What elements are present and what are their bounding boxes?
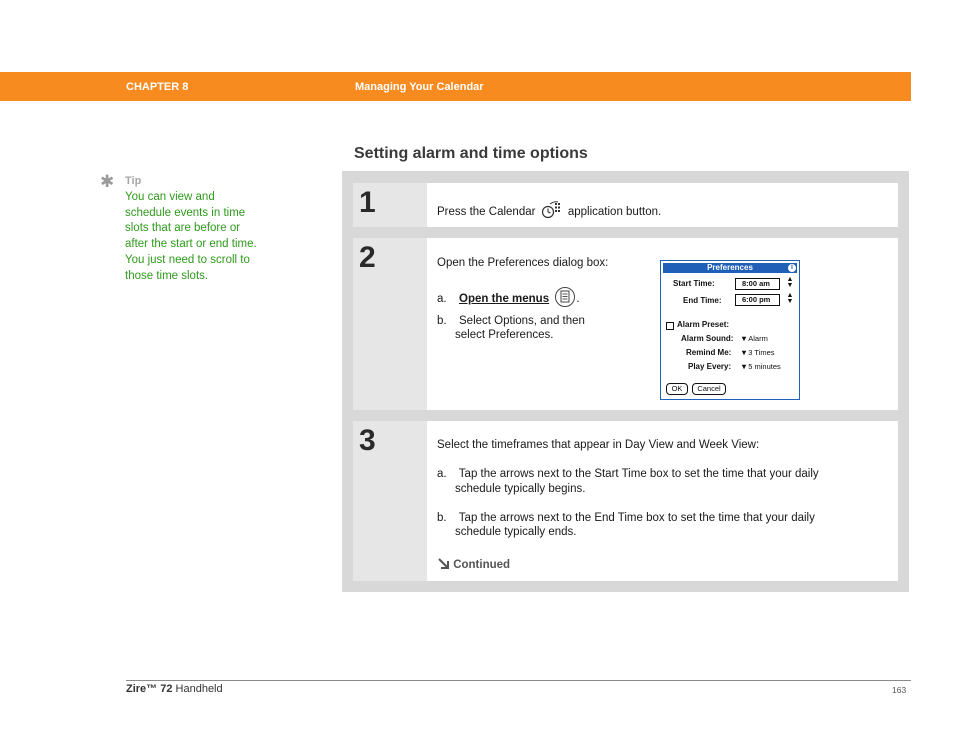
footer-product: [126, 683, 223, 695]
substep-b-line-2: schedule typically ends.: [455, 526, 577, 538]
step-3-substep-a: [437, 468, 819, 480]
step-number: 3: [359, 424, 376, 457]
substep-prefix: b.: [437, 512, 447, 524]
product-name: Zire™ 72: [126, 683, 173, 695]
calendar-app-icon: [541, 201, 563, 219]
chapter-header-bar: [0, 72, 911, 101]
substep-a-line-1: Tap the arrows next to the Start Time box to set the time that your daily: [458, 468, 819, 480]
ok-button[interactable]: OK: [666, 383, 688, 395]
tip-line: slots that are before or: [125, 222, 241, 235]
step-3: [353, 421, 898, 581]
substep-prefix: a.: [437, 293, 447, 305]
step-body: [427, 421, 898, 581]
alarm-preset-label: Alarm Preset:: [677, 320, 730, 329]
substep-prefix: b.: [437, 315, 447, 327]
arrow-down-right-icon: [437, 557, 450, 570]
dialog-title-bar: [663, 263, 797, 273]
step-3-intro: Select the timeframes that appear in Day View and Week View:: [437, 439, 760, 451]
end-time-arrows-icon[interactable]: ▲ ▼: [786, 292, 794, 305]
substep-b-line-2: select Preferences.: [455, 329, 554, 341]
remind-me-label: Remind Me:: [686, 348, 732, 357]
continued-link[interactable]: [437, 557, 510, 571]
substep-b-line-1: Tap the arrows next to the End Time box to set the time that your daily: [458, 512, 815, 524]
cancel-button[interactable]: Cancel: [692, 383, 726, 395]
step-number-box: [353, 183, 427, 227]
section-title: Setting alarm and time options: [354, 145, 588, 162]
end-time-label: End Time:: [683, 296, 722, 305]
alarm-sound-picker[interactable]: ▾ Alarm: [742, 334, 768, 343]
tip-label: Tip: [125, 175, 142, 187]
step-1-text-before: Press the Calendar: [437, 206, 536, 218]
step-3-substep-b: [437, 512, 815, 524]
start-time-arrows-icon[interactable]: ▲ ▼: [786, 276, 794, 289]
alarm-sound-value: Alarm: [748, 334, 768, 343]
tip-line: You just need to scroll to: [125, 253, 250, 266]
substep-prefix: a.: [437, 468, 447, 480]
tip-text: [125, 190, 275, 284]
remind-me-value: 3 Times: [748, 348, 775, 357]
remind-me-picker[interactable]: ▾ 3 Times: [742, 348, 775, 357]
chapter-title: Managing Your Calendar: [355, 81, 484, 93]
tip-line: after the start or end time.: [125, 238, 257, 251]
menu-icon: [554, 286, 576, 308]
footer-rule: [126, 680, 911, 681]
step-number: 2: [359, 241, 376, 274]
continued-label: Continued: [453, 559, 511, 571]
step-1: [353, 183, 898, 227]
steps-panel: [342, 171, 909, 592]
play-every-label: Play Every:: [688, 362, 732, 371]
step-body: [427, 183, 898, 227]
tip-line: schedule events in time: [125, 206, 246, 219]
play-every-picker[interactable]: ▾ 5 minutes: [742, 362, 781, 371]
step-number: 1: [359, 186, 376, 219]
asterisk-icon: ✱: [100, 172, 115, 191]
step-body: [427, 238, 898, 410]
info-icon[interactable]: i: [788, 264, 796, 272]
step-number-box: [353, 421, 427, 581]
step-2-substep-a: [437, 286, 580, 308]
tip-line: You can view and: [125, 191, 215, 203]
step-2-intro: Open the Preferences dialog box:: [437, 257, 609, 269]
step-number-box: [353, 238, 427, 410]
play-every-value: 5 minutes: [748, 362, 781, 371]
substep-b-line-1: Select Options, and then: [459, 315, 585, 327]
alarm-sound-label: Alarm Sound:: [681, 334, 734, 343]
chapter-label: CHAPTER 8: [126, 81, 189, 93]
step-1-text-after: application button.: [567, 206, 662, 218]
tip-line: those time slots.: [125, 269, 209, 282]
substep-a-line-2: schedule typically begins.: [455, 483, 586, 495]
start-time-label: Start Time:: [673, 279, 715, 288]
step-2: [353, 238, 898, 410]
page-number: 163: [892, 685, 907, 695]
alarm-preset-checkbox[interactable]: [666, 322, 674, 330]
step-2-substep-b: [437, 315, 585, 327]
product-suffix: Handheld: [172, 683, 223, 695]
step-1-instruction: [437, 201, 661, 219]
start-time-field[interactable]: 8:00 am: [735, 278, 780, 290]
dialog-title: Preferences: [707, 263, 753, 272]
end-time-field[interactable]: 6:00 pm: [735, 294, 780, 306]
open-menus-link[interactable]: Open the menus: [459, 293, 550, 305]
preferences-dialog: [660, 260, 800, 400]
substep-suffix: .: [576, 293, 580, 305]
